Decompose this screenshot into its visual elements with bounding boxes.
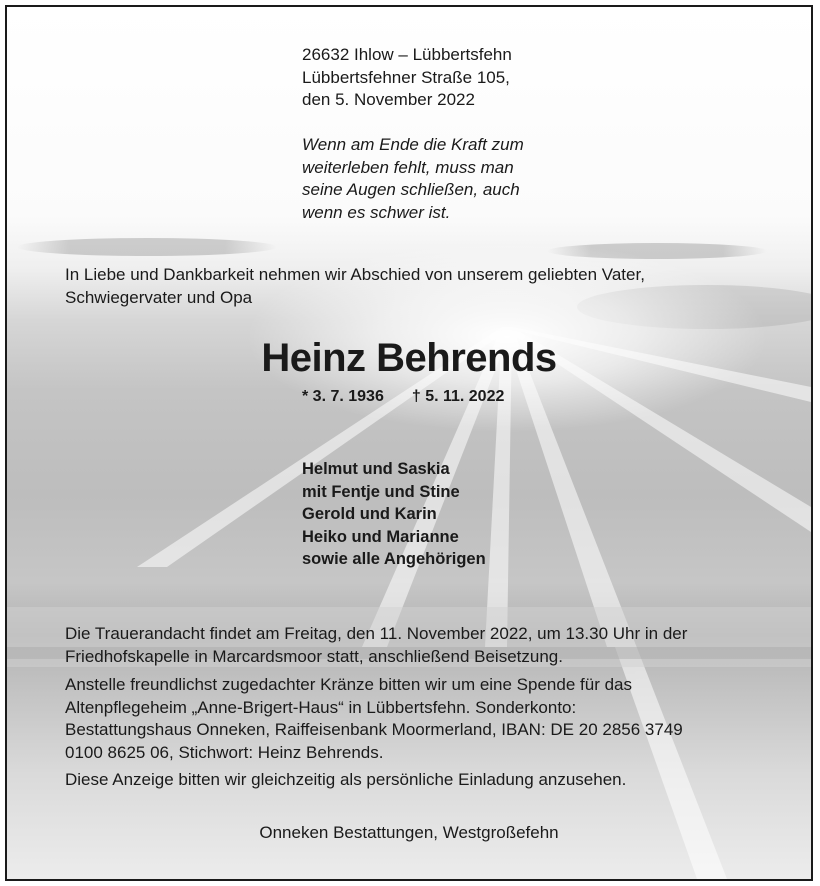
donation-line: Bestattungshaus Onneken, Raiffeisenbank Moormerland, IBAN: DE 20 2856 3749 [65, 720, 683, 739]
address-line: Lübbertsfehner Straße 105, [302, 67, 510, 87]
life-dates [302, 386, 504, 409]
birth-date: * 3. 7. 1936 [302, 388, 384, 405]
service-line: Friedhofskapelle in Marcardsmoor statt, anschließend Beisetzung. [65, 646, 563, 666]
service-line: Die Trauerandacht findet am Freitag, den 11. November 2022, um 13.30 Uhr in der [65, 624, 688, 643]
intro-line: In Liebe und Dankbarkeit nehmen wir Abschied von unserem geliebten Vater, [65, 265, 645, 284]
address-block [302, 44, 512, 112]
donation-line: Anstelle freundlichst zugedachter Kränze bitten wir um eine Spende für das [65, 675, 632, 694]
date-line: den 5. November 2022 [302, 90, 475, 109]
funeral-home-footer: Onneken Bestattungen, Westgroßefehn [259, 823, 559, 842]
mourner-line: sowie alle Angehörigen [302, 550, 486, 568]
service-paragraph [65, 623, 687, 668]
invitation-note: Diese Anzeige bitten wir gleichzeitig als persönliche Einladung anzusehen. [65, 770, 627, 789]
address-line: 26632 Ihlow – Lübbertsfehn [302, 45, 512, 64]
obituary-notice [5, 5, 813, 881]
mourner-line: Gerold und Karin [302, 505, 437, 523]
quote-line: Wenn am Ende die Kraft zum [302, 135, 524, 154]
quote-line: wenn es schwer ist. [302, 202, 451, 222]
quote-line: weiterleben fehlt, muss man [302, 157, 514, 177]
mourner-line: Helmut und Saskia [302, 460, 450, 478]
donation-paragraph [65, 674, 683, 764]
intro-line: Schwiegervater und Opa [65, 287, 253, 307]
donation-line: 0100 8625 06, Stichwort: Heinz Behrends. [65, 742, 384, 762]
death-date: † 5. 11. 2022 [411, 388, 505, 405]
mourner-line: Heiko und Marianne [302, 527, 459, 546]
memorial-quote [302, 134, 524, 224]
deceased-name: Heinz Behrends [261, 336, 557, 380]
mourner-line: mit Fentje und Stine [302, 482, 460, 501]
farewell-intro [65, 264, 645, 309]
quote-line: seine Augen schließen, auch [302, 180, 520, 199]
donation-line: Altenpflegeheim „Anne-Brigert-Haus“ in Lübbertsfehn. Sonderkonto: [65, 697, 577, 717]
mourners-list [302, 458, 486, 571]
